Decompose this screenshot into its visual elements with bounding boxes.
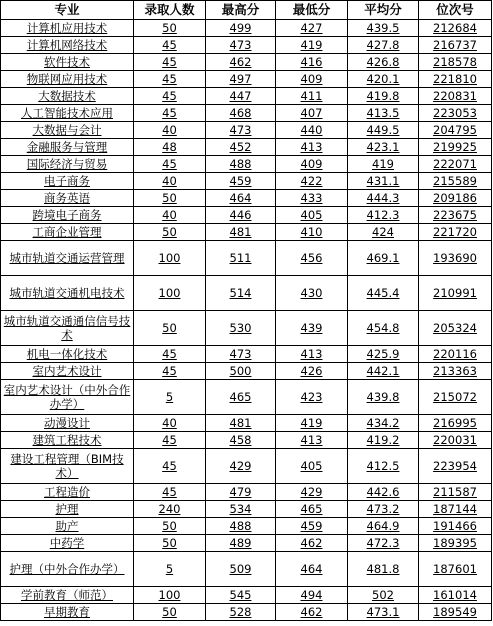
major-cell	[1, 207, 134, 224]
enrollment-count-cell: 40	[134, 415, 206, 432]
enrollment-count-cell: 100	[134, 276, 206, 311]
rank-cell: 187601	[419, 552, 492, 587]
max-score-cell: 488	[206, 156, 276, 173]
max-score-cell: 528	[206, 604, 276, 621]
major-cell	[1, 518, 134, 535]
enrollment-count-cell: 100	[134, 241, 206, 276]
header-max-score: 最高分	[206, 1, 276, 20]
major-cell	[1, 587, 134, 604]
table-row	[1, 535, 492, 552]
major-name: 软件技术	[44, 55, 90, 69]
min-score-cell: 462	[276, 604, 348, 621]
enrollment-count-cell: 45	[134, 432, 206, 449]
major-name: 早期教育	[44, 605, 90, 619]
header-rank: 位次号	[419, 1, 492, 20]
enrollment-count-cell: 50	[134, 224, 206, 241]
rank-cell: 205324	[419, 311, 492, 346]
rank-cell: 219925	[419, 139, 492, 156]
enrollment-count-cell: 45	[134, 484, 206, 501]
major-cell	[1, 105, 134, 122]
major-name: 室内艺术设计（中外合作办学）	[3, 383, 131, 411]
avg-score-cell: 473.1	[348, 604, 419, 621]
major-name: 助产	[55, 519, 79, 533]
header-min-score: 最低分	[276, 1, 348, 20]
min-score-cell: 494	[276, 587, 348, 604]
header-major: 专业	[1, 1, 134, 20]
avg-score-cell: 439.8	[348, 380, 419, 415]
rank-cell: 223053	[419, 105, 492, 122]
major-name: 电子商务	[44, 174, 90, 188]
avg-score-cell: 420.1	[348, 71, 419, 88]
table-body	[1, 20, 492, 621]
major-name: 国际经济与贸易	[26, 157, 108, 171]
table-row	[1, 587, 492, 604]
avg-score-cell: 413.5	[348, 105, 419, 122]
avg-score-cell: 481.8	[348, 552, 419, 587]
avg-score-cell: 431.1	[348, 173, 419, 190]
table-row	[1, 156, 492, 173]
avg-score-cell: 412.5	[348, 449, 419, 484]
rank-cell: 212684	[419, 20, 492, 37]
max-score-cell: 452	[206, 139, 276, 156]
major-cell	[1, 604, 134, 621]
table-row	[1, 20, 492, 37]
max-score-cell: 500	[206, 363, 276, 380]
min-score-cell: 429	[276, 484, 348, 501]
major-cell	[1, 380, 134, 415]
rank-cell: 220116	[419, 346, 492, 363]
max-score-cell: 497	[206, 71, 276, 88]
enrollment-count-cell: 45	[134, 156, 206, 173]
max-score-cell: 447	[206, 88, 276, 105]
major-name: 学前教育（师范）	[21, 588, 113, 602]
min-score-cell: 409	[276, 71, 348, 88]
major-cell	[1, 535, 134, 552]
major-name: 金融服务与管理	[26, 140, 108, 154]
table-row	[1, 449, 492, 484]
enrollment-count-cell: 100	[134, 587, 206, 604]
major-cell	[1, 241, 134, 276]
rank-cell: 222071	[419, 156, 492, 173]
table-row	[1, 346, 492, 363]
major-name: 城市轨道交通通信信号技术	[3, 314, 131, 342]
table-row	[1, 552, 492, 587]
enrollment-count-cell: 45	[134, 71, 206, 88]
avg-score-cell: 502	[348, 587, 419, 604]
min-score-cell: 430	[276, 276, 348, 311]
table-row	[1, 207, 492, 224]
min-score-cell: 462	[276, 535, 348, 552]
table-row	[1, 484, 492, 501]
max-score-cell: 465	[206, 380, 276, 415]
max-score-cell: 511	[206, 241, 276, 276]
enrollment-count-cell: 50	[134, 190, 206, 207]
major-cell	[1, 139, 134, 156]
min-score-cell: 426	[276, 363, 348, 380]
table-row	[1, 518, 492, 535]
max-score-cell: 481	[206, 415, 276, 432]
major-name: 护理	[55, 502, 79, 516]
max-score-cell: 459	[206, 173, 276, 190]
major-cell	[1, 276, 134, 311]
major-cell	[1, 224, 134, 241]
major-cell	[1, 501, 134, 518]
enrollment-count-cell: 240	[134, 501, 206, 518]
table-row	[1, 122, 492, 139]
rank-cell: 220031	[419, 432, 492, 449]
major-name: 工商企业管理	[32, 225, 102, 239]
avg-score-cell: 439.5	[348, 20, 419, 37]
table-row	[1, 604, 492, 621]
max-score-cell: 473	[206, 346, 276, 363]
table-row	[1, 311, 492, 346]
major-name: 城市轨道交通机电技术	[9, 286, 125, 300]
rank-cell: 220831	[419, 88, 492, 105]
table-row	[1, 224, 492, 241]
rank-cell: 215072	[419, 380, 492, 415]
major-cell	[1, 415, 134, 432]
major-name: 物联网应用技术	[26, 72, 108, 86]
major-cell	[1, 484, 134, 501]
rank-cell: 221720	[419, 224, 492, 241]
rank-cell: 210991	[419, 276, 492, 311]
major-name: 工程造价	[44, 485, 90, 499]
rank-cell: 218578	[419, 54, 492, 71]
major-name: 商务英语	[44, 191, 90, 205]
major-cell	[1, 173, 134, 190]
avg-score-cell: 449.5	[348, 122, 419, 139]
max-score-cell: 468	[206, 105, 276, 122]
avg-score-cell: 472.3	[348, 535, 419, 552]
avg-score-cell: 425.9	[348, 346, 419, 363]
max-score-cell: 429	[206, 449, 276, 484]
min-score-cell: 439	[276, 311, 348, 346]
max-score-cell: 530	[206, 311, 276, 346]
min-score-cell: 419	[276, 37, 348, 54]
major-name: 建设工程管理（BIM技术）	[10, 452, 124, 480]
max-score-cell: 473	[206, 37, 276, 54]
min-score-cell: 405	[276, 207, 348, 224]
rank-cell: 211587	[419, 484, 492, 501]
major-cell	[1, 190, 134, 207]
avg-score-cell: 444.3	[348, 190, 419, 207]
table-row	[1, 88, 492, 105]
min-score-cell: 440	[276, 122, 348, 139]
min-score-cell: 405	[276, 449, 348, 484]
avg-score-cell: 473.2	[348, 501, 419, 518]
major-name: 护理（中外合作办学）	[9, 562, 125, 576]
min-score-cell: 413	[276, 432, 348, 449]
major-name: 室内艺术设计	[32, 364, 102, 378]
major-name: 大数据技术	[38, 89, 96, 103]
enrollment-count-cell: 50	[134, 604, 206, 621]
major-name: 动漫设计	[44, 416, 90, 430]
major-name: 中药学	[49, 536, 85, 550]
max-score-cell: 489	[206, 535, 276, 552]
min-score-cell: 433	[276, 190, 348, 207]
enrollment-count-cell: 45	[134, 346, 206, 363]
max-score-cell: 488	[206, 518, 276, 535]
avg-score-cell: 423.1	[348, 139, 419, 156]
avg-score-cell: 434.2	[348, 415, 419, 432]
rank-cell: 189395	[419, 535, 492, 552]
header-row	[1, 1, 492, 20]
table-row	[1, 363, 492, 380]
major-cell	[1, 363, 134, 380]
avg-score-cell: 464.9	[348, 518, 419, 535]
avg-score-cell: 412.3	[348, 207, 419, 224]
min-score-cell: 423	[276, 380, 348, 415]
avg-score-cell: 419.2	[348, 432, 419, 449]
max-score-cell: 481	[206, 224, 276, 241]
enrollment-count-cell: 45	[134, 449, 206, 484]
major-name: 建筑工程技术	[32, 433, 102, 447]
avg-score-cell: 445.4	[348, 276, 419, 311]
enrollment-count-cell: 5	[134, 552, 206, 587]
min-score-cell: 464	[276, 552, 348, 587]
avg-score-cell: 419.8	[348, 88, 419, 105]
table-row	[1, 37, 492, 54]
avg-score-cell: 427.8	[348, 37, 419, 54]
max-score-cell: 534	[206, 501, 276, 518]
avg-score-cell: 454.8	[348, 311, 419, 346]
max-score-cell: 479	[206, 484, 276, 501]
min-score-cell: 416	[276, 54, 348, 71]
major-cell	[1, 156, 134, 173]
rank-cell: 216737	[419, 37, 492, 54]
enrollment-count-cell: 45	[134, 105, 206, 122]
table-row	[1, 54, 492, 71]
rank-cell: 216995	[419, 415, 492, 432]
rank-cell: 223675	[419, 207, 492, 224]
enrollment-count-cell: 40	[134, 173, 206, 190]
major-cell	[1, 311, 134, 346]
enrollment-count-cell: 40	[134, 122, 206, 139]
min-score-cell: 413	[276, 346, 348, 363]
rank-cell: 209186	[419, 190, 492, 207]
major-cell	[1, 449, 134, 484]
avg-score-cell: 426.8	[348, 54, 419, 71]
avg-score-cell: 469.1	[348, 241, 419, 276]
min-score-cell: 413	[276, 139, 348, 156]
major-cell	[1, 20, 134, 37]
header-avg-score: 平均分	[348, 1, 419, 20]
major-cell	[1, 88, 134, 105]
major-cell	[1, 37, 134, 54]
max-score-cell: 473	[206, 122, 276, 139]
major-cell	[1, 54, 134, 71]
table-row	[1, 71, 492, 88]
enrollment-count-cell: 50	[134, 518, 206, 535]
table-row	[1, 415, 492, 432]
rank-cell: 187144	[419, 501, 492, 518]
major-name: 计算机应用技术	[26, 21, 108, 35]
table-row	[1, 380, 492, 415]
enrollment-count-cell: 45	[134, 363, 206, 380]
max-score-cell: 464	[206, 190, 276, 207]
table-row	[1, 501, 492, 518]
min-score-cell: 427	[276, 20, 348, 37]
enrollment-count-cell: 5	[134, 380, 206, 415]
major-cell	[1, 552, 134, 587]
min-score-cell: 465	[276, 501, 348, 518]
enrollment-count-cell: 50	[134, 311, 206, 346]
rank-cell: 189549	[419, 604, 492, 621]
avg-score-cell: 442.6	[348, 484, 419, 501]
rank-cell: 193690	[419, 241, 492, 276]
min-score-cell: 456	[276, 241, 348, 276]
min-score-cell: 411	[276, 88, 348, 105]
rank-cell: 213363	[419, 363, 492, 380]
max-score-cell: 509	[206, 552, 276, 587]
rank-cell: 161014	[419, 587, 492, 604]
table-row	[1, 276, 492, 311]
major-name: 计算机网络技术	[26, 38, 108, 52]
major-cell	[1, 122, 134, 139]
rank-cell: 223954	[419, 449, 492, 484]
table-row	[1, 105, 492, 122]
table-row	[1, 139, 492, 156]
avg-score-cell: 424	[348, 224, 419, 241]
max-score-cell: 462	[206, 54, 276, 71]
min-score-cell: 422	[276, 173, 348, 190]
max-score-cell: 514	[206, 276, 276, 311]
rank-cell: 215589	[419, 173, 492, 190]
enrollment-count-cell: 50	[134, 20, 206, 37]
rank-cell: 204795	[419, 122, 492, 139]
table-row	[1, 241, 492, 276]
avg-score-cell: 442.1	[348, 363, 419, 380]
max-score-cell: 446	[206, 207, 276, 224]
enrollment-count-cell: 45	[134, 37, 206, 54]
major-cell	[1, 432, 134, 449]
table-row	[1, 432, 492, 449]
rank-cell: 191466	[419, 518, 492, 535]
major-name: 跨境电子商务	[32, 208, 102, 222]
major-name: 城市轨道交通运营管理	[9, 251, 125, 265]
enrollment-count-cell: 50	[134, 535, 206, 552]
min-score-cell: 409	[276, 156, 348, 173]
max-score-cell: 499	[206, 20, 276, 37]
major-cell	[1, 71, 134, 88]
major-name: 人工智能技术应用	[21, 106, 113, 120]
table-row	[1, 190, 492, 207]
major-cell	[1, 346, 134, 363]
enrollment-count-cell: 40	[134, 207, 206, 224]
max-score-cell: 545	[206, 587, 276, 604]
min-score-cell: 407	[276, 105, 348, 122]
table-row	[1, 173, 492, 190]
major-name: 机电一体化技术	[26, 347, 108, 361]
enrollment-count-cell: 45	[134, 88, 206, 105]
avg-score-cell: 419	[348, 156, 419, 173]
enrollment-count-cell: 48	[134, 139, 206, 156]
min-score-cell: 419	[276, 415, 348, 432]
header-count: 录取人数	[134, 1, 206, 20]
major-name: 大数据与会计	[32, 123, 102, 137]
enrollment-count-cell: 45	[134, 54, 206, 71]
max-score-cell: 458	[206, 432, 276, 449]
min-score-cell: 410	[276, 224, 348, 241]
rank-cell: 221810	[419, 71, 492, 88]
table-header	[1, 1, 492, 20]
min-score-cell: 459	[276, 518, 348, 535]
